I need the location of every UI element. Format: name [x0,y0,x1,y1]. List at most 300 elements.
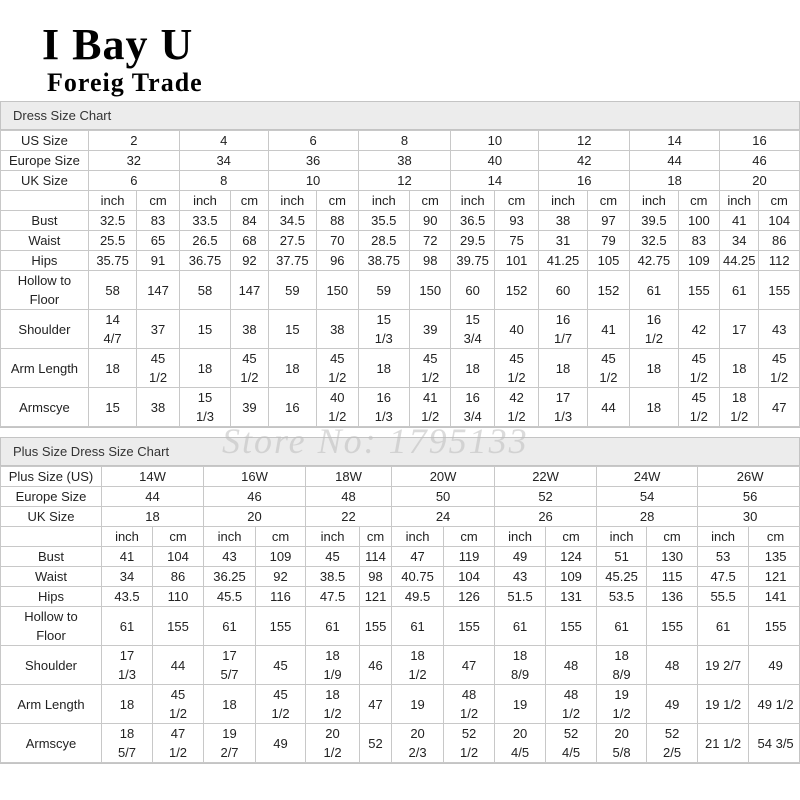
table-cell: 19 2/7 [204,724,256,763]
table-cell: 33.5 [179,211,231,231]
table-cell: 61 [392,607,444,646]
table-cell: 43.5 [102,587,153,607]
table-cell: 49 [495,547,546,567]
size-value: 20W [392,467,495,487]
table-cell: 61 [495,607,546,646]
table-cell: 37.75 [268,251,316,271]
units-row [1,527,800,547]
table-cell: 110 [153,587,204,607]
size-value: 26 [495,507,597,527]
table-cell: 17 5/7 [204,646,256,685]
units-corner [1,191,89,211]
table-cell: 45 1/2 [759,349,800,388]
table-cell: 18 8/9 [495,646,546,685]
size-value: 44 [102,487,204,507]
table-cell: 26.5 [179,231,231,251]
table-cell: 45 1/2 [410,349,451,388]
table-cell: 45 1/2 [153,685,204,724]
table-cell: 20 1/2 [306,724,360,763]
table-cell: 101 [494,251,538,271]
table-row [1,567,800,587]
table-row [1,607,800,646]
table-cell: 155 [647,607,698,646]
table-cell: 38 [137,388,179,427]
table-cell: 75 [494,231,538,251]
table-cell: 152 [587,271,629,310]
table-cell: 18 [268,349,316,388]
table-row [1,271,800,310]
unit-label: inch [630,191,678,211]
size-value: 18W [306,467,392,487]
table-cell: 19 [392,685,444,724]
table-cell: 49 [647,685,698,724]
table-cell: 47.5 [306,587,360,607]
table-cell: 53.5 [597,587,647,607]
store-watermark: Store No: 1795133 [222,421,529,461]
size-value: 8 [179,171,268,191]
table-cell: 35.75 [88,251,136,271]
table-cell: 97 [587,211,629,231]
table-cell: 45 [256,646,306,685]
unit-label: inch [539,191,587,211]
table-cell: 45 1/2 [587,349,629,388]
size-value: 22 [306,507,392,527]
table-cell: 61 [102,607,153,646]
table-cell: 119 [444,547,495,567]
table-row [1,587,800,607]
table-cell: 38 [231,310,268,349]
table-cell: 36.75 [179,251,231,271]
table-cell: 155 [444,607,495,646]
table-cell: 114 [360,547,392,567]
row-header: Hollow to Floor [1,271,89,310]
table-cell: 65 [137,231,179,251]
table-cell: 46 [360,646,392,685]
table-cell: 58 [179,271,231,310]
table-cell: 37 [137,310,179,349]
size-value: 24W [597,467,698,487]
row-header: Europe Size [1,487,102,507]
table-cell: 135 [749,547,800,567]
row-header: Hips [1,251,89,271]
table-cell: 48 [546,646,597,685]
size-value: 34 [179,151,268,171]
table-cell: 27.5 [268,231,316,251]
table-cell: 90 [410,211,451,231]
table-row [1,685,800,724]
table-cell: 155 [678,271,719,310]
table-cell: 15 1/3 [358,310,410,349]
size-value: 6 [268,131,358,151]
size-value: 12 [358,171,451,191]
unit-label: inch [698,527,749,547]
table-cell: 17 [720,310,759,349]
size-value: 48 [306,487,392,507]
table-cell: 150 [317,271,358,310]
table-cell: 155 [749,607,800,646]
size-value: 6 [88,171,179,191]
size-value: 54 [597,487,698,507]
brand-logo [42,20,203,97]
table-cell: 47 [444,646,495,685]
table-cell: 55.5 [698,587,749,607]
unit-label: inch [597,527,647,547]
size-value: 46 [720,151,800,171]
table-cell: 121 [360,587,392,607]
table-cell: 88 [317,211,358,231]
table-cell: 48 1/2 [444,685,495,724]
size-row-europe [1,151,800,171]
table-cell: 52 1/2 [444,724,495,763]
table-cell: 92 [256,567,306,587]
table-cell: 93 [494,211,538,231]
table-cell: 79 [587,231,629,251]
size-value: 4 [179,131,268,151]
table-cell: 112 [759,251,800,271]
table-cell: 61 [630,271,678,310]
row-header: Bust [1,211,89,231]
unit-label: inch [392,527,444,547]
row-header: Armscye [1,724,102,763]
unit-label: inch [495,527,546,547]
unit-label: cm [256,527,306,547]
row-header: Plus Size (US) [1,467,102,487]
table-cell: 18 [451,349,494,388]
size-row-europe [1,487,800,507]
unit-label: cm [231,191,268,211]
table-cell: 15 [268,310,316,349]
table-cell: 45 1/2 [317,349,358,388]
table-cell: 18 [179,349,231,388]
table-cell: 36.25 [204,567,256,587]
table-cell: 49 [749,646,800,685]
size-value: 26W [698,467,800,487]
size-value: 18 [102,507,204,527]
table-cell: 96 [317,251,358,271]
size-value: 8 [358,131,451,151]
table-cell: 44.25 [720,251,759,271]
table-cell: 147 [137,271,179,310]
table-cell: 51.5 [495,587,546,607]
size-value: 42 [539,151,630,171]
table-cell: 47 [759,388,800,427]
dress-size-chart-title: Dress Size Chart [1,102,799,130]
table-cell: 41 [720,211,759,231]
table-cell: 15 [88,388,136,427]
table-cell: 41 1/2 [410,388,451,427]
table-cell: 61 [698,607,749,646]
table-cell: 141 [749,587,800,607]
table-cell: 20 5/8 [597,724,647,763]
unit-label: cm [444,527,495,547]
unit-label: inch [179,191,231,211]
table-cell: 109 [256,547,306,567]
table-cell: 16 1/2 [630,310,678,349]
size-value: 32 [88,151,179,171]
row-header: Shoulder [1,646,102,685]
table-row [1,231,800,251]
table-cell: 35.5 [358,211,410,231]
table-cell: 43 [759,310,800,349]
table-cell: 19 2/7 [698,646,749,685]
unit-label: cm [317,191,358,211]
table-cell: 104 [759,211,800,231]
unit-label: cm [137,191,179,211]
table-cell: 38.5 [306,567,360,587]
size-row-us [1,131,800,151]
table-cell: 45.25 [597,567,647,587]
size-value: 16 [539,171,630,191]
unit-label: cm [546,527,597,547]
table-cell: 18 1/2 [720,388,759,427]
table-row [1,310,800,349]
table-cell: 115 [647,567,698,587]
unit-label: cm [410,191,451,211]
table-cell: 32.5 [88,211,136,231]
table-cell: 47 [392,547,444,567]
table-cell: 16 1/3 [358,388,410,427]
table-cell: 44 [587,388,629,427]
table-cell: 155 [153,607,204,646]
size-value: 16W [204,467,306,487]
table-cell: 104 [153,547,204,567]
table-cell: 49 1/2 [749,685,800,724]
row-header: Hollow to Floor [1,607,102,646]
table-cell: 18 1/9 [306,646,360,685]
table-cell: 36.5 [451,211,494,231]
unit-label: inch [451,191,494,211]
table-cell: 61 [204,607,256,646]
table-cell: 86 [153,567,204,587]
table-cell: 16 [268,388,316,427]
unit-label: cm [360,527,392,547]
size-value: 20 [204,507,306,527]
table-cell: 18 1/2 [392,646,444,685]
table-cell: 20 4/5 [495,724,546,763]
table-cell: 147 [231,271,268,310]
size-value: 20 [720,171,800,191]
table-cell: 150 [410,271,451,310]
size-value: 10 [268,171,358,191]
size-value: 2 [88,131,179,151]
table-cell: 152 [494,271,538,310]
table-cell: 59 [268,271,316,310]
table-cell: 130 [647,547,698,567]
table-cell: 47 1/2 [153,724,204,763]
brand-name: I Bay U [42,20,194,69]
size-value: 28 [597,507,698,527]
size-value: 16 [720,131,800,151]
table-cell: 34 [102,567,153,587]
table-cell: 17 1/3 [102,646,153,685]
size-value: 50 [392,487,495,507]
table-cell: 83 [678,231,719,251]
table-cell: 25.5 [88,231,136,251]
table-cell: 155 [759,271,800,310]
table-cell: 52 [360,724,392,763]
unit-label: inch [102,527,153,547]
table-cell: 54 3/5 [749,724,800,763]
table-cell: 18 [102,685,153,724]
table-cell: 28.5 [358,231,410,251]
table-cell: 44 [153,646,204,685]
table-cell: 109 [678,251,719,271]
unit-label: inch [204,527,256,547]
size-row-uk [1,171,800,191]
table-cell: 15 1/3 [179,388,231,427]
table-cell: 39 [231,388,268,427]
table-cell: 45 1/2 [256,685,306,724]
table-cell: 45 1/2 [494,349,538,388]
table-cell: 39.5 [630,211,678,231]
unit-label: cm [759,191,800,211]
row-header: Waist [1,231,89,251]
table-cell: 48 1/2 [546,685,597,724]
size-value: 44 [630,151,720,171]
table-cell: 58 [88,271,136,310]
table-cell: 45 1/2 [678,388,719,427]
table-row [1,388,800,427]
table-cell: 105 [587,251,629,271]
size-value: 22W [495,467,597,487]
unit-label: inch [358,191,410,211]
unit-label: inch [88,191,136,211]
plus-size-chart-title: Plus Size Dress Size Chart [1,438,799,466]
row-header: Arm Length [1,685,102,724]
table-cell: 43 [204,547,256,567]
table-cell: 15 3/4 [451,310,494,349]
size-value: 40 [451,151,539,171]
table-cell: 16 1/7 [539,310,587,349]
table-cell: 131 [546,587,597,607]
size-value: 24 [392,507,495,527]
table-row [1,251,800,271]
units-corner [1,527,102,547]
size-value: 10 [451,131,539,151]
table-cell: 39.75 [451,251,494,271]
table-cell: 61 [306,607,360,646]
table-cell: 47.5 [698,567,749,587]
table-cell: 32.5 [630,231,678,251]
table-cell: 155 [546,607,597,646]
size-value: 52 [495,487,597,507]
table-cell: 18 8/9 [597,646,647,685]
plus-size-chart-panel [0,437,800,764]
table-cell: 92 [231,251,268,271]
size-value: 38 [358,151,451,171]
table-cell: 41.25 [539,251,587,271]
table-cell: 51 [597,547,647,567]
table-cell: 21 1/2 [698,724,749,763]
table-cell: 52 4/5 [546,724,597,763]
table-row [1,349,800,388]
table-cell: 48 [647,646,698,685]
table-cell: 18 1/2 [306,685,360,724]
table-cell: 100 [678,211,719,231]
table-cell: 53 [698,547,749,567]
table-cell: 29.5 [451,231,494,251]
table-cell: 18 [539,349,587,388]
brand-tagline: Foreig Trade [47,68,203,97]
row-header: Europe Size [1,151,89,171]
table-cell: 61 [597,607,647,646]
table-cell: 136 [647,587,698,607]
row-header: Bust [1,547,102,567]
table-cell: 45.5 [204,587,256,607]
table-cell: 42 [678,310,719,349]
table-cell: 124 [546,547,597,567]
table-cell: 15 [179,310,231,349]
table-cell: 60 [451,271,494,310]
size-value: 36 [268,151,358,171]
table-row [1,547,800,567]
table-cell: 60 [539,271,587,310]
table-cell: 91 [137,251,179,271]
unit-label: cm [647,527,698,547]
table-cell: 84 [231,211,268,231]
table-cell: 17 1/3 [539,388,587,427]
unit-label: inch [720,191,759,211]
unit-label: cm [153,527,204,547]
table-cell: 70 [317,231,358,251]
dress-size-table [0,130,800,427]
table-cell: 40 [494,310,538,349]
row-header: UK Size [1,171,89,191]
table-cell: 38.75 [358,251,410,271]
table-cell: 155 [360,607,392,646]
table-cell: 40.75 [392,567,444,587]
table-cell: 116 [256,587,306,607]
table-cell: 45 1/2 [678,349,719,388]
table-cell: 98 [410,251,451,271]
row-header: Hips [1,587,102,607]
table-cell: 18 [204,685,256,724]
table-cell: 16 3/4 [451,388,494,427]
table-cell: 45 1/2 [137,349,179,388]
table-cell: 86 [759,231,800,251]
table-cell: 34 [720,231,759,251]
unit-label: cm [678,191,719,211]
unit-label: cm [494,191,538,211]
size-value: 14W [102,467,204,487]
table-cell: 72 [410,231,451,251]
table-cell: 155 [256,607,306,646]
table-cell: 59 [358,271,410,310]
size-value: 14 [451,171,539,191]
unit-label: cm [749,527,800,547]
table-cell: 38 [317,310,358,349]
table-cell: 41 [587,310,629,349]
table-cell: 39 [410,310,451,349]
table-cell: 68 [231,231,268,251]
table-cell: 18 [630,388,678,427]
table-row [1,211,800,231]
size-value: 30 [698,507,800,527]
row-header: Shoulder [1,310,89,349]
table-cell: 42.75 [630,251,678,271]
table-cell: 42 1/2 [494,388,538,427]
table-cell: 34.5 [268,211,316,231]
table-cell: 126 [444,587,495,607]
table-cell: 19 1/2 [698,685,749,724]
plus-size-table [0,466,800,763]
table-cell: 43 [495,567,546,587]
table-cell: 18 [720,349,759,388]
table-row [1,724,800,763]
size-value: 18 [630,171,720,191]
table-cell: 31 [539,231,587,251]
unit-label: cm [587,191,629,211]
